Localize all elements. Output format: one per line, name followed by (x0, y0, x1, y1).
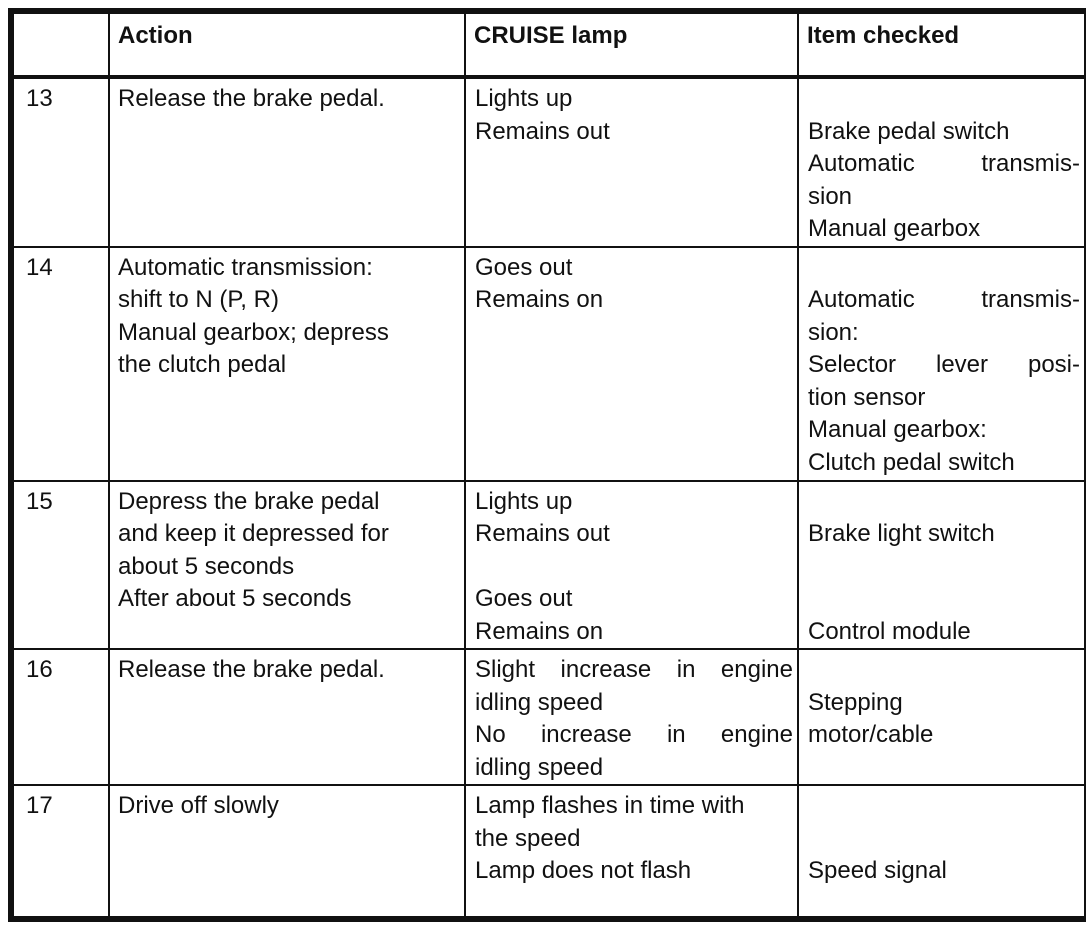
step-number: 13 (11, 77, 109, 247)
table-row (11, 481, 1085, 650)
action-cell (109, 481, 465, 650)
lamp-line: Remains on (475, 286, 604, 313)
lamp-cell (465, 481, 798, 650)
lamp-cell (465, 77, 798, 247)
step-number: 16 (11, 649, 109, 785)
item-cell (798, 649, 1085, 785)
item-line: motor/cable (808, 721, 934, 748)
action-line: the clutch pedal (118, 351, 287, 378)
action-line: Release the brake pedal. (118, 656, 385, 683)
lamp-line: Remains out (475, 117, 610, 145)
table-row (11, 247, 1085, 481)
item-cell (798, 247, 1085, 481)
header-item-checked: Item checked (798, 11, 1085, 77)
item-line: Automatic transmis- (808, 150, 1080, 177)
action-line: After about 5 seconds (118, 585, 352, 612)
item-cell (798, 481, 1085, 650)
table-row (11, 77, 1085, 247)
action-line: Depress the brake pedal (118, 487, 380, 515)
item-cell (798, 785, 1085, 919)
lamp-line: idling speed (475, 753, 604, 781)
header-cruise-lamp: CRUISE lamp (465, 11, 798, 77)
lamp-line: Lights up (475, 85, 573, 112)
action-line: Manual gearbox; depress (118, 318, 389, 346)
action-line: shift to N (P, R) (118, 286, 279, 313)
item-cell (798, 77, 1085, 247)
item-line: sion: (808, 318, 859, 346)
lamp-line: idling speed (475, 688, 604, 716)
lamp-line: Lamp flashes in time with (475, 792, 745, 819)
item-line: tion sensor (808, 383, 926, 411)
table-row (11, 785, 1085, 919)
step-number: 14 (11, 247, 109, 481)
item-line: sion (808, 182, 853, 210)
action-line: Release the brake pedal. (118, 85, 385, 112)
table-row (11, 649, 1085, 785)
action-line: Drive off slowly (118, 792, 279, 819)
action-line: Automatic transmission: (118, 253, 373, 281)
item-line: Control module (808, 617, 971, 645)
item-line: Brake pedal switch (808, 117, 1010, 145)
action-cell (109, 77, 465, 247)
header-row (11, 11, 1085, 77)
item-line: Manual gearbox: (808, 416, 987, 443)
lamp-line: the speed (475, 824, 581, 852)
action-cell (109, 649, 465, 785)
item-line: Automatic transmis- (808, 286, 1080, 313)
step-number: 15 (11, 481, 109, 650)
step-number: 17 (11, 785, 109, 919)
action-cell (109, 785, 465, 919)
cruise-control-check-table (8, 8, 1086, 922)
lamp-line: No increase in engine (475, 721, 793, 748)
item-line: Speed signal (808, 857, 947, 884)
header-action: Action (109, 11, 465, 77)
action-line: about 5 seconds (118, 552, 295, 580)
item-line: Manual gearbox (808, 215, 981, 242)
lamp-cell (465, 785, 798, 919)
lamp-line: Slight increase in engine (475, 656, 793, 683)
lamp-line: Goes out (475, 253, 573, 281)
lamp-line: Remains on (475, 617, 604, 645)
item-line: Selector lever posi- (808, 351, 1080, 378)
lamp-cell (465, 247, 798, 481)
item-line: Brake light switch (808, 520, 995, 547)
lamp-line: Lamp does not flash (475, 857, 692, 884)
action-cell (109, 247, 465, 481)
lamp-line: Goes out (475, 585, 573, 612)
item-line: Clutch pedal switch (808, 448, 1015, 476)
header-number (11, 11, 109, 77)
action-line: and keep it depressed for (118, 520, 389, 547)
lamp-line: Lights up (475, 487, 573, 515)
item-line: Stepping (808, 688, 903, 716)
lamp-line: Remains out (475, 520, 610, 547)
lamp-cell (465, 649, 798, 785)
